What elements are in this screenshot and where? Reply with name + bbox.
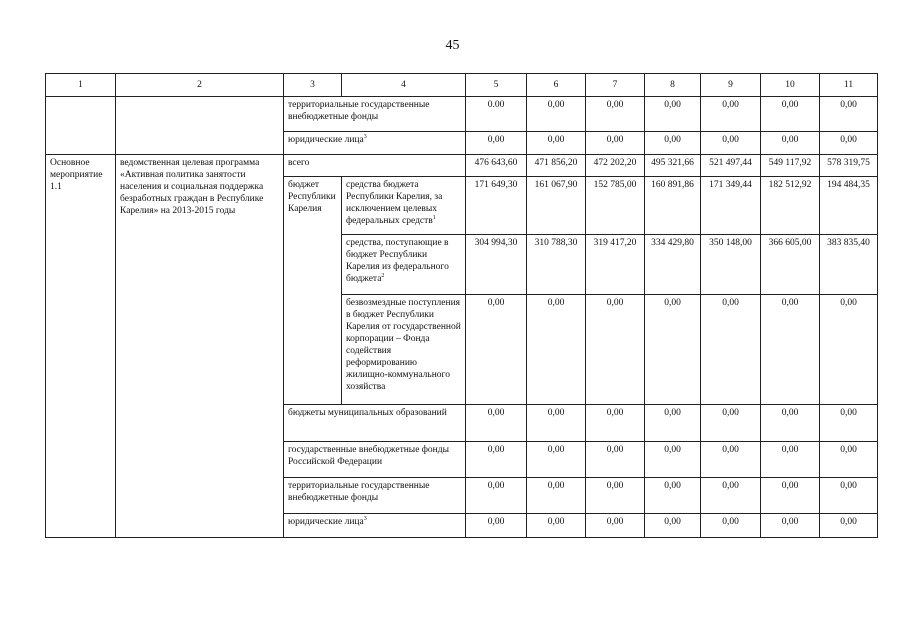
value-cell: 0,00: [527, 295, 586, 405]
value-cell: 0,00: [466, 405, 527, 442]
value-cell: 0,00: [586, 478, 645, 514]
source-label: бюджеты муниципальных образований: [284, 405, 466, 442]
value-cell: 0,00: [701, 405, 761, 442]
value-cell: 0,00: [761, 514, 820, 538]
value-cell: 0,00: [701, 478, 761, 514]
value-cell: 0,00: [466, 514, 527, 538]
value-cell: 0,00: [820, 295, 878, 405]
value-cell: 161 067,90: [527, 177, 586, 235]
source-label: территориальные государственные внебюджетные фонды: [284, 478, 466, 514]
value-cell: 0,00: [586, 442, 645, 478]
value-cell: 472 202,20: [586, 155, 645, 177]
value-cell: 310 788,30: [527, 235, 586, 295]
value-cell: 0,00: [586, 97, 645, 132]
value-cell: 0,00: [761, 405, 820, 442]
value-cell: 0,00: [645, 478, 701, 514]
table-row: [46, 155, 878, 177]
value-cell: 0,00: [820, 97, 878, 132]
source-label: государственные внебюджетные фонды Российской Федерации: [284, 442, 466, 478]
column-header: 10: [761, 74, 820, 97]
value-cell: 0,00: [527, 514, 586, 538]
value-cell: 334 429,80: [645, 235, 701, 295]
value-cell: 160 891,86: [645, 177, 701, 235]
column-header: 7: [586, 74, 645, 97]
value-cell: 0,00: [586, 405, 645, 442]
value-cell: 495 321,66: [645, 155, 701, 177]
value-cell: 0.00: [466, 97, 527, 132]
value-cell: 0,00: [527, 132, 586, 155]
value-cell: 182 512,92: [761, 177, 820, 235]
value-cell: 0,00: [701, 442, 761, 478]
source-label: юридические лица$^3$: [284, 514, 466, 538]
header-row: [46, 74, 878, 97]
value-cell: 0,00: [586, 514, 645, 538]
program-name: ведомственная целевая программа «Активная политика занятости населения и социальная поддержка безработных граждан в Республике Карелия» на 2013-2015 годы: [116, 155, 284, 538]
value-cell: 0,00: [527, 442, 586, 478]
measure-name: Основное мероприятие 1.1: [46, 155, 116, 538]
value-cell: 0,00: [466, 132, 527, 155]
column-header: 4: [342, 74, 466, 97]
value-cell: 350 148,00: [701, 235, 761, 295]
value-cell: 0,00: [761, 442, 820, 478]
value-cell: 304 994,30: [466, 235, 527, 295]
value-cell: 0,00: [820, 132, 878, 155]
source-label: средства бюджета Республики Карелия, за исключением целевых федеральных средств$^1$: [342, 177, 466, 235]
value-cell: 0,00: [820, 405, 878, 442]
value-cell: 171 349,44: [701, 177, 761, 235]
table-row: [46, 97, 878, 132]
funding-table: [45, 73, 878, 538]
value-cell: 0,00: [820, 442, 878, 478]
column-header: 11: [820, 74, 878, 97]
value-cell: 0,00: [527, 478, 586, 514]
value-cell: 0,00: [645, 295, 701, 405]
value-cell: 578 319,75: [820, 155, 878, 177]
value-cell: 0,00: [701, 295, 761, 405]
value-cell: 0,00: [586, 132, 645, 155]
value-cell: 0,00: [645, 405, 701, 442]
source-label: безвозмездные поступления в бюджет Республики Карелия от государственной корпорации – Фонда содействия реформированию жилищно-коммунального хозяйства: [342, 295, 466, 405]
value-cell: 319 417,20: [586, 235, 645, 295]
value-cell: 0,00: [820, 478, 878, 514]
footnote-mark: 3: [363, 133, 367, 140]
budget-label: бюджет Республики Карелия: [284, 177, 342, 405]
value-cell: 0,00: [820, 514, 878, 538]
value-cell: 0,00: [645, 514, 701, 538]
value-cell: 0,00: [645, 97, 701, 132]
page-number: 45: [445, 38, 460, 53]
source-label: юридические лица$^3$: [284, 132, 466, 155]
column-header: 1: [46, 74, 116, 97]
column-header: 6: [527, 74, 586, 97]
value-cell: 0,00: [466, 295, 527, 405]
value-cell: 549 117,92: [761, 155, 820, 177]
value-cell: 0,00: [527, 97, 586, 132]
column-header: 5: [466, 74, 527, 97]
value-cell: 521 497,44: [701, 155, 761, 177]
value-cell: 476 643,60: [466, 155, 527, 177]
column-header: 3: [284, 74, 342, 97]
value-cell: 0,00: [586, 295, 645, 405]
source-label: территориальные государственные внебюджетные фонды: [284, 97, 466, 132]
value-cell: 0,00: [761, 295, 820, 405]
value-cell: 0,00: [761, 478, 820, 514]
value-cell: 0,00: [645, 442, 701, 478]
column-header: 2: [116, 74, 284, 97]
source-label: всего: [284, 155, 466, 177]
footnote-mark: 1: [432, 214, 436, 221]
value-cell: 0,00: [466, 478, 527, 514]
footnote-mark: 3: [363, 515, 367, 522]
footnote-mark: 2: [381, 272, 385, 279]
value-cell: 0,00: [761, 97, 820, 132]
column-header: 9: [701, 74, 761, 97]
column-header: 8: [645, 74, 701, 97]
value-cell: 152 785,00: [586, 177, 645, 235]
value-cell: 0,00: [527, 405, 586, 442]
value-cell: 366 605,00: [761, 235, 820, 295]
value-cell: 0,00: [645, 132, 701, 155]
value-cell: 0,00: [701, 97, 761, 132]
value-cell: 171 649,30: [466, 177, 527, 235]
source-label: средства, поступающие в бюджет Республики Карелия из федерального бюджета$^2$: [342, 235, 466, 295]
value-cell: 383 835,40: [820, 235, 878, 295]
empty-cell: [116, 97, 284, 155]
value-cell: 0,00: [761, 132, 820, 155]
value-cell: 0,00: [701, 514, 761, 538]
value-cell: 0,00: [466, 442, 527, 478]
value-cell: 0,00: [701, 132, 761, 155]
empty-cell: [46, 97, 116, 155]
value-cell: 194 484,35: [820, 177, 878, 235]
value-cell: 471 856,20: [527, 155, 586, 177]
